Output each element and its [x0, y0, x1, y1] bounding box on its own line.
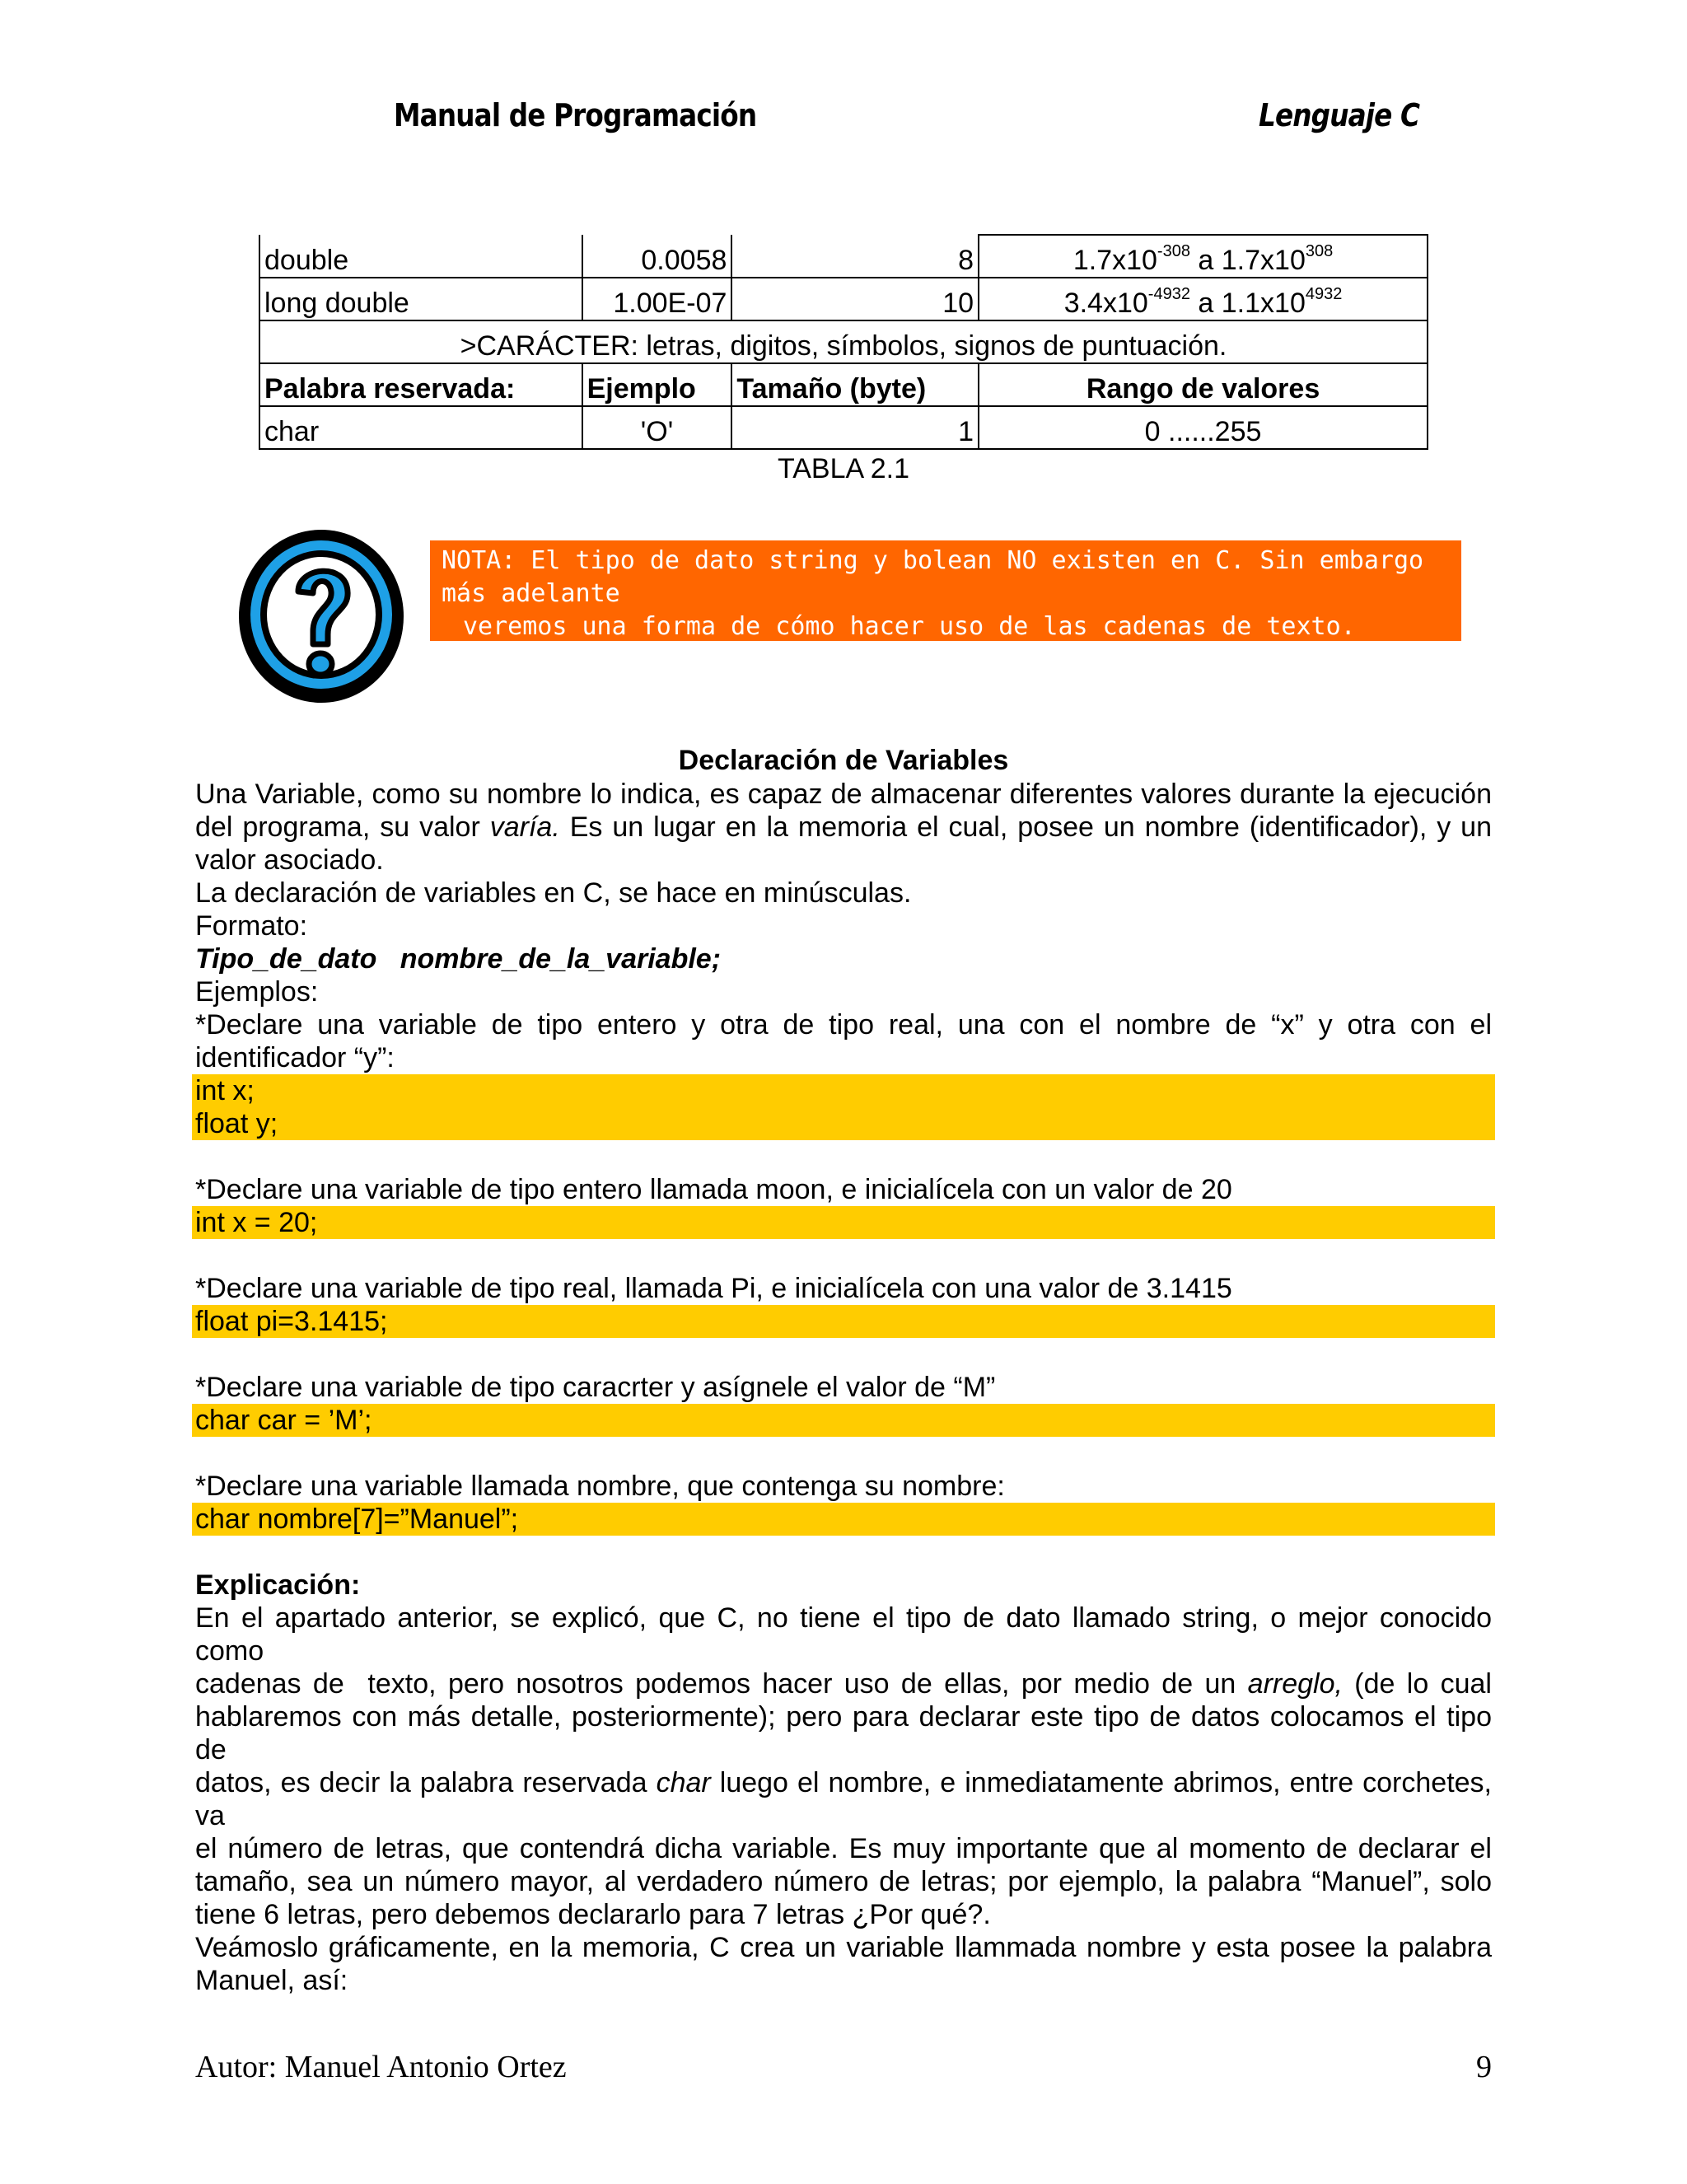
table-header-row [259, 363, 1428, 406]
format-line: Tipo_de_dato nombre_de_la_variable; [195, 943, 722, 975]
explicacion-title: Explicación: [195, 1569, 361, 1601]
table-caption: TABLA 2.1 [777, 453, 910, 484]
paragraph-line: Veámoslo gráficamente, en la memoria, C crea un variable llammada nombre y esta posee la palabra [195, 1932, 1492, 1963]
table-row [259, 406, 1428, 449]
page-number: 9 [1476, 2050, 1492, 2084]
table-section-title: >CARÁCTER: letras, digitos, símbolos, signos de puntuación. [259, 320, 1428, 363]
paragraph-line: *Declare una variable de tipo entero y otra de tipo real, una con el nombre de “x” y otra con el [195, 1009, 1492, 1041]
paragraph-line: Manuel, así: [195, 1965, 348, 1996]
code-line: float y; [192, 1107, 1495, 1140]
table-cell: 'O' [582, 406, 732, 449]
table-header: Rango de valores [979, 363, 1428, 406]
code-line: int x = 20; [192, 1206, 1495, 1239]
table-row [259, 278, 1428, 320]
paragraph-line: hablaremos con más detalle, posteriormente); pero para declarar este tipo de datos colocamos el tipo de [195, 1701, 1492, 1765]
table-cell: 1.00E-07 [582, 278, 732, 320]
code-line: int x; [192, 1074, 1495, 1107]
table-cell: 1 [731, 406, 979, 449]
header-subtitle: Lenguaje C [1259, 97, 1420, 133]
code-line: char nombre[7]=”Manuel”; [192, 1503, 1495, 1536]
paragraph-line: identificador “y”: [195, 1042, 395, 1073]
table-cell: 0.0058 [582, 235, 732, 278]
paragraph-line: del programa, su valor varía. Es un lugar en la memoria el cual, posee un nombre (identificador), y un [195, 811, 1492, 843]
note-box [430, 540, 1461, 641]
example-line: *Declare una variable de tipo entero llamada moon, e inicialícela con un valor de 20 [195, 1174, 1232, 1205]
table-cell: 8 [731, 235, 979, 278]
paragraph-line: La declaración de variables en C, se hace en minúsculas. [195, 877, 912, 909]
note-line: veremos una forma de cómo hacer uso de las cadenas de texto. [463, 612, 1356, 641]
paragraph-line: En el apartado anterior, se explicó, que C, no tiene el tipo de dato llamado string, o mejor conocido como [195, 1602, 1492, 1667]
paragraph-line: datos, es decir la palabra reservada char luego el nombre, e inmediatamente abrimos, entre corchetes, va [195, 1767, 1493, 1831]
example-line: *Declare una variable de tipo real, llamada Pi, e inicialícela con una valor de 3.1415 [195, 1273, 1232, 1304]
footer-author: Autor: Manuel Antonio Ortez [195, 2050, 567, 2084]
table-header: Palabra reservada: [259, 363, 582, 406]
table-cell: long double [259, 278, 582, 320]
note-line: NOTA: El tipo de dato string y bolean NO existen en C. Sin embargo más adelante [442, 546, 1424, 608]
paragraph-line: cadenas de texto, pero nosotros podemos hacer uso de ellas, por medio de un arreglo, (de lo cual [195, 1668, 1492, 1700]
table-row [259, 235, 1428, 278]
paragraph-line: tiene 6 letras, pero debemos declararlo para 7 letras ¿Por qué?. [195, 1899, 991, 1930]
table-cell: 10 [731, 278, 979, 320]
table-header: Ejemplo [582, 363, 732, 406]
table-cell: 0 ......255 [979, 406, 1428, 449]
code-line: char car = ’M’; [192, 1404, 1495, 1437]
table-cell-range: $3.4x10^{-4932}$ a $1.1x10^{4932}$ [979, 278, 1428, 320]
paragraph-line: el número de letras, que contendrá dicha variable. Es muy importante que al momento de declarar el [195, 1833, 1492, 1864]
paragraph-line: Formato: [195, 910, 308, 942]
example-line: *Declare una variable de tipo caracrter y asígnele el valor de “M” [195, 1372, 996, 1403]
question-mark-icon [231, 519, 412, 709]
paragraph-line: Ejemplos: [195, 976, 319, 1008]
data-types-table [259, 234, 1428, 450]
table-cell: char [259, 406, 582, 449]
paragraph-line: Una Variable, como su nombre lo indica, es capaz de almacenar diferentes valores durante la ejecución [195, 779, 1492, 810]
table-cell-range: $1.7x10^{-308}$ a $1.7x10^{308}$ [979, 235, 1428, 278]
paragraph-line: tamaño, sea un número mayor, al verdadero número de letras; por ejemplo, la palabra “Manuel”, solo [195, 1866, 1492, 1897]
example-line: *Declare una variable llamada nombre, que contenga su nombre: [195, 1471, 1005, 1502]
table-row [259, 320, 1428, 363]
table-cell: double [259, 235, 582, 278]
table-header: Tamaño (byte) [731, 363, 979, 406]
section-title: Declaración de Variables [678, 745, 1009, 776]
header-title: Manual de Programación [394, 97, 757, 133]
intro-block [195, 778, 1492, 1997]
code-line: float pi=3.1415; [192, 1305, 1495, 1338]
paragraph-line: valor asociado. [195, 844, 384, 876]
